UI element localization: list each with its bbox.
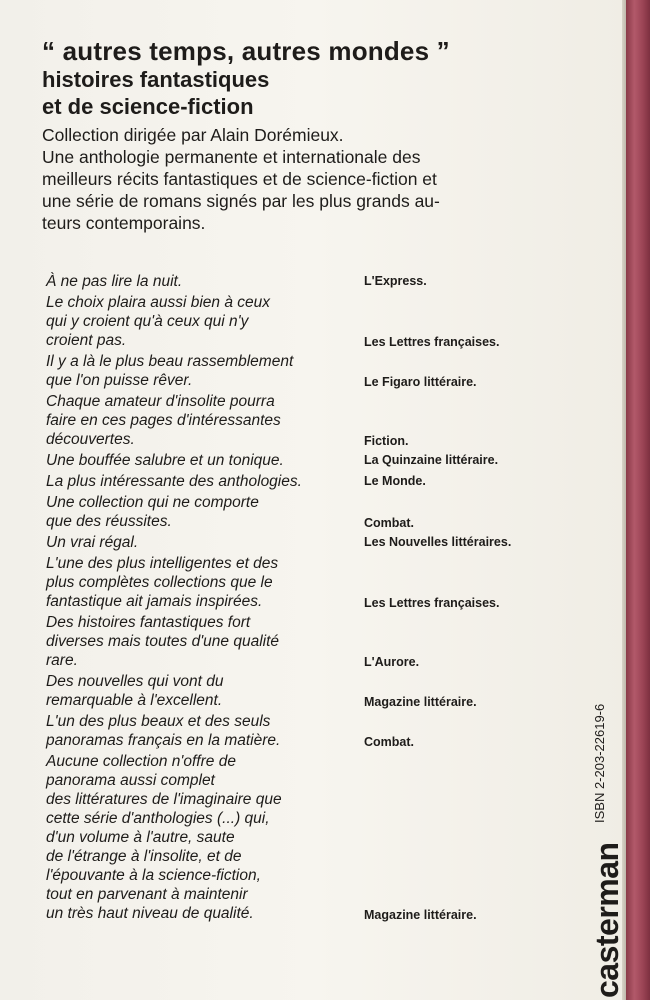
quote-line: de l'étrange à l'insolite, et de xyxy=(46,848,242,865)
review-quote xyxy=(46,392,364,449)
quote-line: panorama aussi complet xyxy=(46,772,215,789)
review-source: Combat. xyxy=(364,735,414,749)
review-quote xyxy=(46,451,364,470)
quote-line: Aucune collection n'offre de xyxy=(46,753,236,770)
review-item xyxy=(46,493,606,531)
intro-line: Collection dirigée par Alain Dorémieux. xyxy=(42,125,344,145)
quote-line: Un vrai régal. xyxy=(46,534,139,551)
review-source: L'Express. xyxy=(364,274,427,288)
quote-line: À ne pas lire la nuit. xyxy=(46,273,183,290)
review-item xyxy=(46,554,606,611)
review-source: Combat. xyxy=(364,516,414,530)
press-reviews xyxy=(46,272,606,925)
quote-line: Le choix plaira aussi bien à ceux xyxy=(46,294,271,311)
review-quote xyxy=(46,493,364,531)
quote-line: un très haut niveau de qualité. xyxy=(46,905,254,922)
intro-line: Une anthologie permanente et internationale des xyxy=(42,147,421,167)
series-subtitle-line2: et de science-fiction xyxy=(42,94,254,119)
review-quote xyxy=(46,672,364,710)
quote-line: Une collection qui ne comporte xyxy=(46,494,259,511)
series-title: “ autres temps, autres mondes ” xyxy=(42,36,450,66)
review-source: L'Aurore. xyxy=(364,655,420,669)
quote-line: remarquable à l'excellent. xyxy=(46,692,223,709)
intro-line: une série de romans signés par les plus grands au- xyxy=(42,191,440,211)
review-item xyxy=(46,752,606,923)
cover-header xyxy=(42,36,562,234)
collection-description xyxy=(42,124,562,234)
quote-line: qui y croient qu'à ceux qui n'y xyxy=(46,313,249,330)
review-quote xyxy=(46,752,364,923)
quote-line: que des réussites. xyxy=(46,513,172,530)
quote-line: fantastique ait jamais inspirées. xyxy=(46,593,263,610)
quote-line: que l'on puisse rêver. xyxy=(46,372,193,389)
review-source: Le Monde. xyxy=(364,474,426,488)
quote-line: Des nouvelles qui vont du xyxy=(46,673,224,690)
review-item xyxy=(46,392,606,449)
quote-line: Des histoires fantastiques fort xyxy=(46,614,251,631)
quote-line: La plus intéressante des anthologies. xyxy=(46,473,302,490)
quote-line: Chaque amateur d'insolite pourra xyxy=(46,393,275,410)
quote-line: Il y a là le plus beau rassemblement xyxy=(46,353,294,370)
review-item xyxy=(46,272,606,291)
quote-line: l'épouvante à la science-fiction, xyxy=(46,867,261,884)
quote-line: des littératures de l'imaginaire que xyxy=(46,791,282,808)
review-quote xyxy=(46,712,364,750)
quote-line: découvertes. xyxy=(46,431,135,448)
quote-line: tout en parvenant à maintenir xyxy=(46,886,248,903)
review-source: Magazine littéraire. xyxy=(364,695,477,709)
quote-line: diverses mais toutes d'une qualité xyxy=(46,633,280,650)
review-quote xyxy=(46,272,364,291)
review-quote xyxy=(46,293,364,350)
quote-line: cette série d'anthologies (...) qui, xyxy=(46,810,270,827)
book-spine xyxy=(626,0,650,1000)
publisher-logo: casterman xyxy=(589,842,625,998)
quote-line: croient pas. xyxy=(46,332,127,349)
review-item xyxy=(46,451,606,470)
quote-line: plus complètes collections que le xyxy=(46,574,273,591)
quote-line: d'un volume à l'autre, saute xyxy=(46,829,235,846)
quote-line: panoramas français en la matière. xyxy=(46,732,281,749)
review-item xyxy=(46,533,606,552)
series-subtitle-line1: histoires fantastiques xyxy=(42,67,270,92)
review-quote xyxy=(46,472,364,491)
review-quote xyxy=(46,533,364,552)
review-item xyxy=(46,712,606,750)
quote-line: rare. xyxy=(46,652,78,669)
review-item xyxy=(46,613,606,670)
quote-line: Une bouffée salubre et un tonique. xyxy=(46,452,284,469)
intro-line: meilleurs récits fantastiques et de science-fiction et xyxy=(42,169,437,189)
isbn-number: ISBN 2-203-22619-6 xyxy=(592,703,607,823)
review-quote xyxy=(46,352,364,390)
review-source: Les Lettres françaises. xyxy=(364,596,500,610)
review-source: Magazine littéraire. xyxy=(364,908,477,922)
review-source: La Quinzaine littéraire. xyxy=(364,453,499,467)
review-quote xyxy=(46,613,364,670)
review-source: Les Nouvelles littéraires. xyxy=(364,535,512,549)
review-source: Les Lettres françaises. xyxy=(364,335,500,349)
review-item xyxy=(46,672,606,710)
review-quote xyxy=(46,554,364,611)
review-item xyxy=(46,472,606,491)
intro-line: teurs contemporains. xyxy=(42,213,206,233)
quote-line: faire en ces pages d'intéressantes xyxy=(46,412,281,429)
review-source: Fiction. xyxy=(364,434,409,448)
review-item xyxy=(46,352,606,390)
review-item xyxy=(46,293,606,350)
quote-line: L'une des plus intelligentes et des xyxy=(46,555,279,572)
review-source: Le Figaro littéraire. xyxy=(364,375,477,389)
quote-line: L'un des plus beaux et des seuls xyxy=(46,713,271,730)
